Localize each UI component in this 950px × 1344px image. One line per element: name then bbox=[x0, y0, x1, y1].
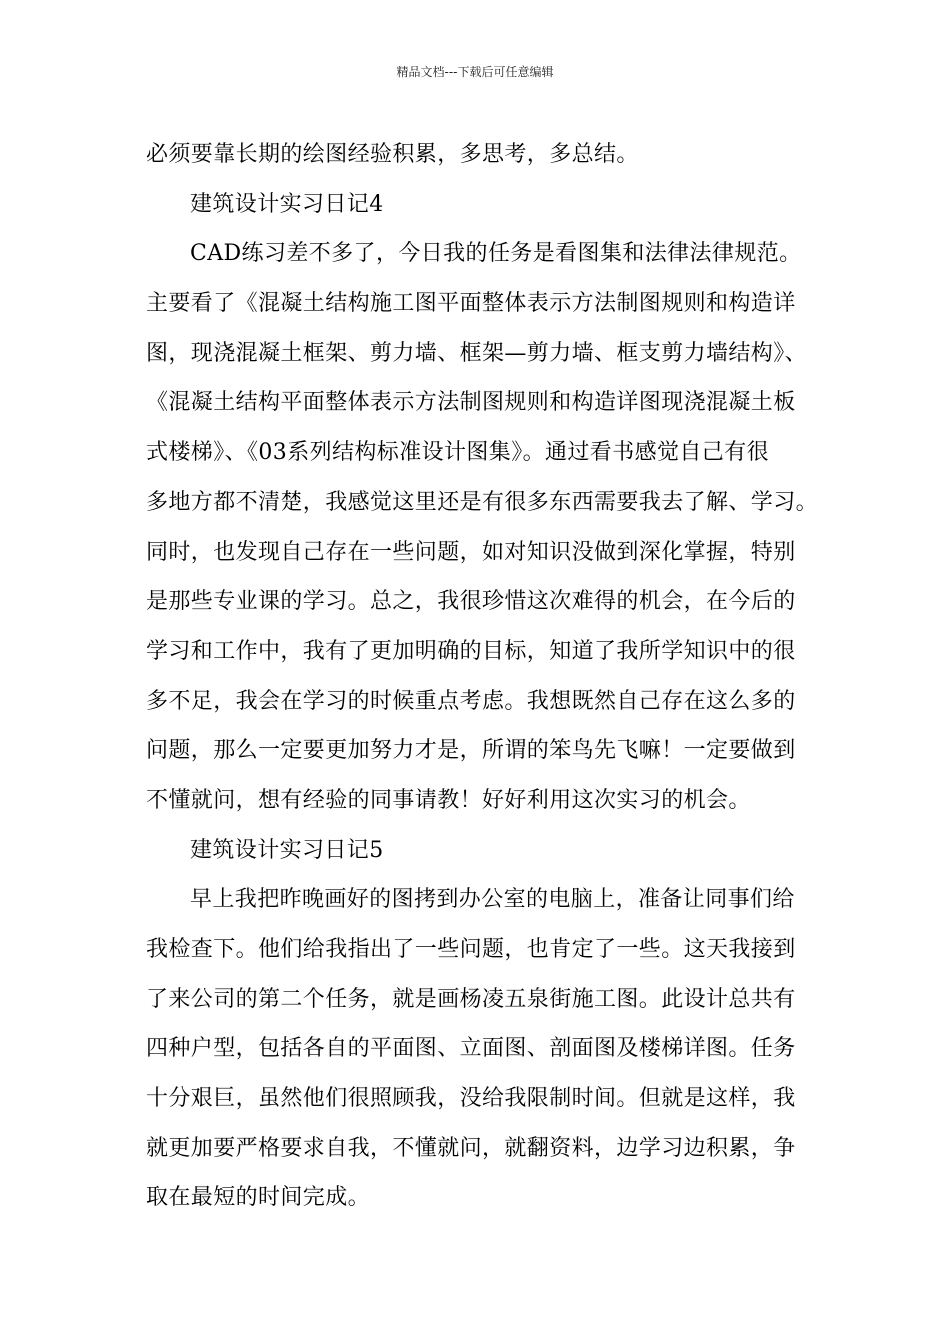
body-line: 多地方都不清楚，我感觉这里还是有很多东西需要我去了解、学习。 bbox=[146, 489, 819, 515]
body-line: 主要看了《混凝土结构施工图平面整体表示方法制图规则和构造详 bbox=[146, 291, 796, 317]
page-header: 精品文档---下载后可任意编辑 bbox=[396, 65, 554, 79]
body-line: 十分艰巨，虽然他们很照顾我，没给我限制时间。但就是这样，我 bbox=[146, 1086, 796, 1112]
body-line: 必须要靠长期的绘图经验积累，多思考，多总结。 bbox=[146, 142, 639, 167]
document-body bbox=[146, 130, 819, 1223]
body-line: 取在最短的时间完成。 bbox=[146, 1185, 371, 1211]
section-heading: 建筑设计实习日记4 bbox=[190, 191, 384, 217]
body-line: 式楼梯》、《03系列结构标准设计图集》。通过看书感觉自己有很 bbox=[146, 440, 769, 466]
body-line: 就更加要严格要求自我，不懂就问，就翻资料，边学习边积累，争 bbox=[146, 1135, 796, 1161]
body-line: 同时，也发现自己存在一些问题，如对知识没做到深化掌握，特别 bbox=[146, 539, 796, 565]
body-line: 了来公司的第二个任务，就是画杨凌五泉街施工图。此设计总共有 bbox=[146, 986, 796, 1012]
body-line: CAD练习差不多了，今日我的任务是看图集和法律法律规范。 bbox=[190, 241, 802, 267]
body-line: 是那些专业课的学习。总之，我很珍惜这次难得的机会，在今后的 bbox=[146, 589, 796, 615]
body-line: 问题，那么一定要更加努力才是，所谓的笨鸟先飞嘛！一定要做到 bbox=[146, 738, 796, 764]
body-line: 我检查下。他们给我指出了一些问题，也肯定了一些。这天我接到 bbox=[146, 937, 796, 962]
body-line: 学习和工作中，我有了更加明确的目标，知道了我所学知识中的很 bbox=[146, 638, 796, 664]
body-line: 图，现浇混凝土框架、剪力墙、框架—剪力墙、框支剪力墙结构》、 bbox=[146, 340, 808, 366]
body-line: 早上我把昨晚画好的图拷到办公室的电脑上，准备让同事们给 bbox=[190, 887, 795, 913]
body-line: 多不足，我会在学习的时候重点考虑。我想既然自己存在这么多的 bbox=[146, 688, 796, 714]
body-line: 《混凝土结构平面整体表示方法制图规则和构造详图现浇混凝土板 bbox=[146, 390, 796, 416]
body-line: 不懂就问，想有经验的同事请教！好好利用这次实习的机会。 bbox=[146, 787, 751, 813]
section-heading: 建筑设计实习日记5 bbox=[190, 837, 384, 863]
body-line: 四种户型，包括各自的平面图、立面图、剖面图及楼梯详图。任务 bbox=[146, 1036, 796, 1062]
